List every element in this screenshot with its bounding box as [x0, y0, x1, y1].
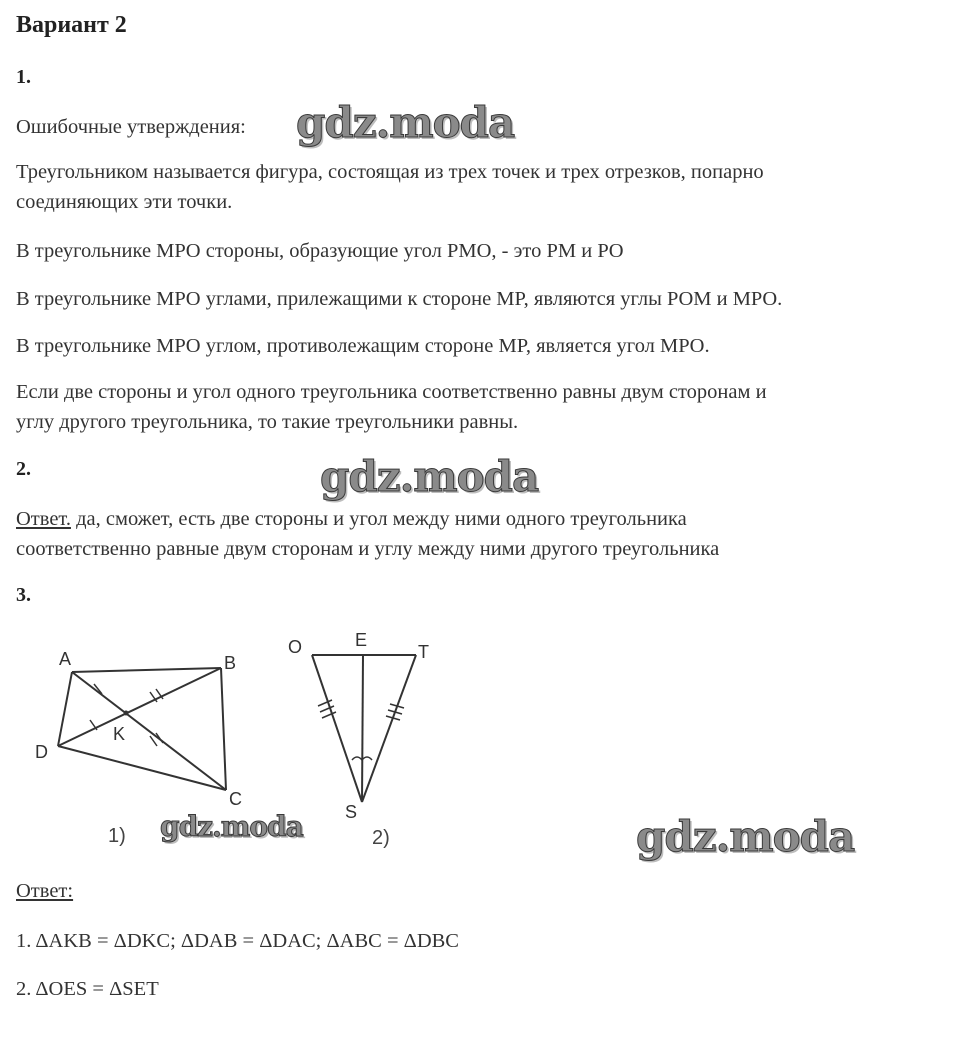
- label-S: S: [345, 802, 358, 822]
- task2-answer-text: да, сможет, есть две стороны и угол между ними одного треугольника: [70, 508, 687, 530]
- segment-ES: [362, 655, 363, 802]
- point-K: [124, 711, 129, 716]
- label-D: D: [35, 742, 48, 762]
- segment-TS: [362, 655, 416, 802]
- task2-number: 2.: [16, 458, 31, 480]
- figure2-triangle: [312, 655, 416, 802]
- task2-answer-line1: [16, 504, 687, 534]
- segment-AC: [72, 672, 226, 790]
- task3-answer-label: Ответ:: [16, 880, 74, 902]
- task1-intro: Ошибочные утверждения:: [16, 116, 246, 138]
- task1-statement-5a: Если две стороны и угол одного треугольника соответственно равны двум сторонам и: [16, 381, 767, 403]
- label-C: C: [229, 789, 242, 809]
- task3-answer-2: 2. ΔOES = ΔSET: [16, 978, 159, 1000]
- task1-statement-1a: Треугольником называется фигура, состоящая из трех точек и трех отрезков, попарно: [16, 161, 764, 183]
- watermark-3: gdz.moda: [160, 810, 303, 843]
- label-B: B: [224, 653, 237, 673]
- task1-statement-3: В треугольнике MPO углами, прилежащими к стороне MP, являются углы POM и MPO.: [16, 288, 783, 310]
- label-E: E: [355, 630, 368, 650]
- segment-DC: [58, 746, 226, 790]
- task1-number: 1.: [16, 66, 31, 88]
- label-O: O: [288, 637, 303, 657]
- task2-answer-line2: соответственно равные двум сторонам и углу между ними другого треугольника: [16, 538, 720, 560]
- page-title: Вариант 2: [16, 12, 127, 38]
- watermark-1: gdz.moda: [296, 98, 515, 147]
- figure1-caption: 1): [108, 825, 126, 847]
- label-K: K: [113, 724, 126, 744]
- task3-answer-1: 1. ΔAKB = ΔDKC; ΔDAB = ΔDAC; ΔABC = ΔDBC: [16, 930, 459, 952]
- task1-statement-5b: углу другого треугольника, то такие треугольники равны.: [16, 411, 519, 433]
- label-A: A: [59, 649, 72, 669]
- task1-statement-4: В треугольнике MPO углом, противолежащим стороне MP, является угол MPO.: [16, 335, 710, 357]
- label-T: T: [418, 642, 429, 662]
- watermark-4: gdz.moda: [636, 812, 855, 861]
- figure1-quadrilateral: [58, 668, 226, 790]
- task2-answer-label: Ответ.: [16, 508, 71, 530]
- figure2-caption: 2): [372, 827, 390, 849]
- watermark-2: gdz.moda: [320, 452, 539, 501]
- task1-statement-1b: соединяющих эти точки.: [16, 191, 233, 213]
- segment-AB: [72, 668, 221, 672]
- segment-BC: [221, 668, 226, 790]
- segment-AD: [58, 672, 72, 746]
- task3-number: 3.: [16, 584, 31, 606]
- segment-OS: [312, 655, 362, 802]
- task1-statement-2: В треугольнике MPO стороны, образующие угол PMO, - это PM и PO: [16, 240, 624, 262]
